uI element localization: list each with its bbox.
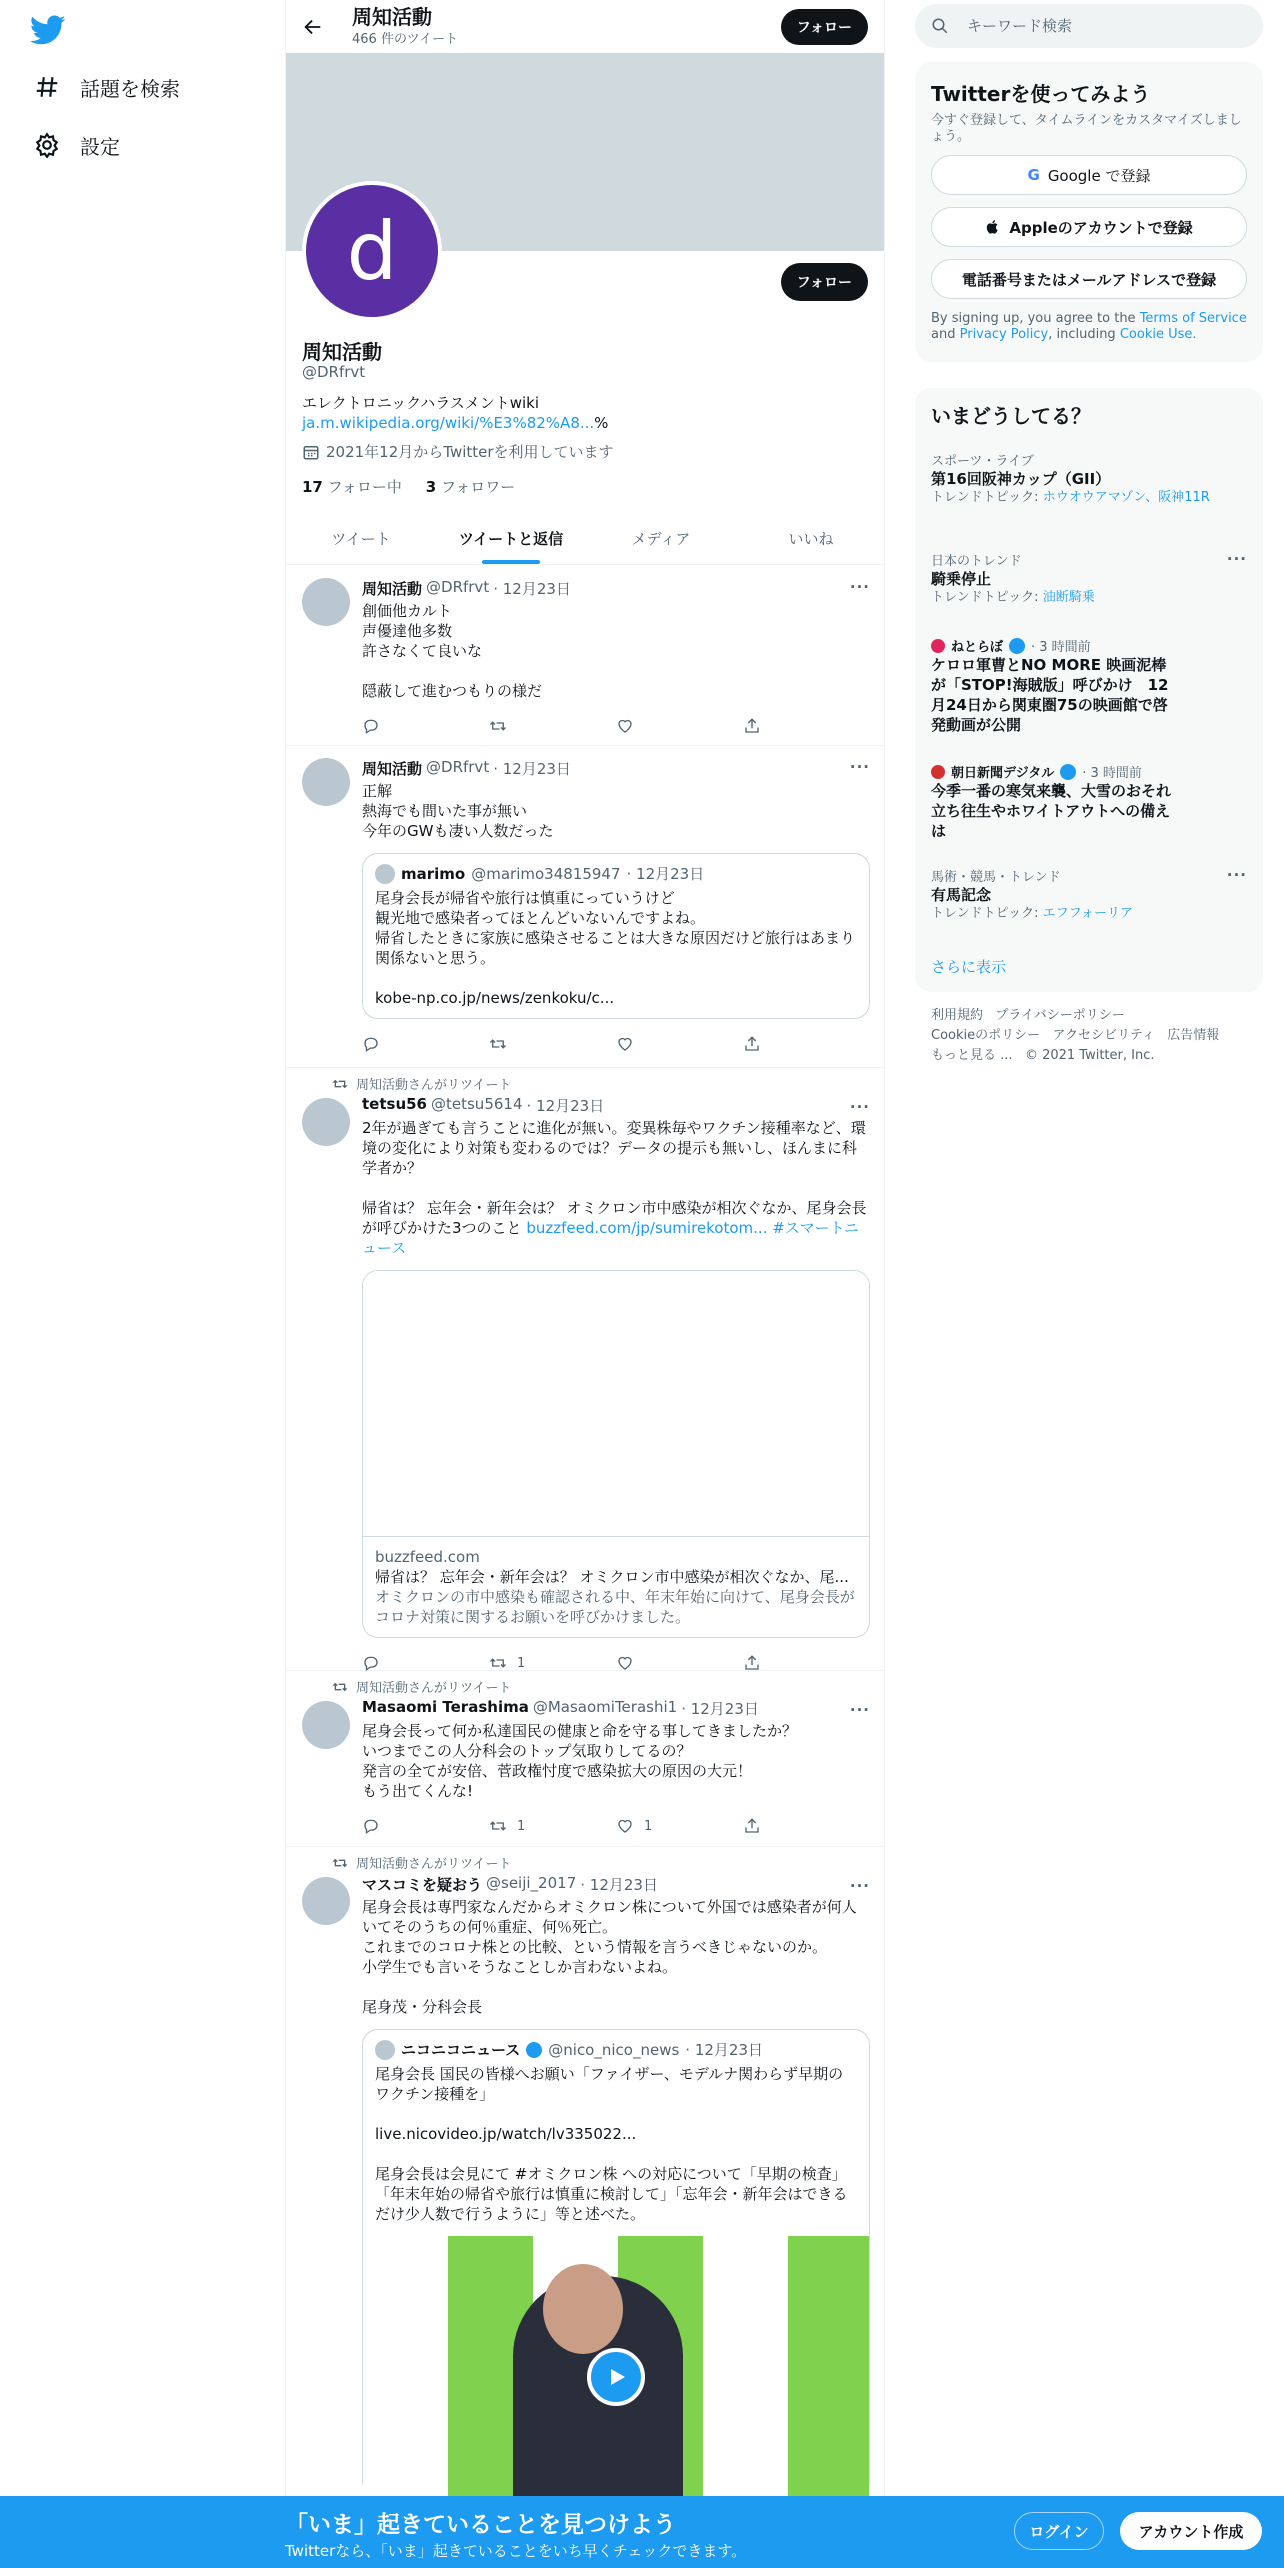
quote-text: 尾身会長が帰省や旅行は慎重にっていうけど 観光地で感染者ってほとんどいないんですよね。 帰省したときに家族に感染させることは大きな原因だけど旅行はあまり関係ないと思う。 kobe-np.co.jp/news/zenkoku/c... bbox=[375, 889, 856, 1007]
trend-topic-link[interactable]: ホウオウアマゾン、阪神11R bbox=[1042, 490, 1210, 505]
trend-category: 馬術・競馬・トレンド bbox=[931, 870, 1061, 885]
tweet-header bbox=[362, 1698, 870, 1719]
news-headline: 今季一番の寒気来襲、大雪のおそれ 立ち往生やホワイトアウトへの備えは bbox=[931, 782, 1187, 840]
tweet-text-body: 2年が過ぎても言うことに進化が無い。変異株毎やワクチン接種率など、環境の変化により対策も変わるのでは？データの提示も無いし、ほんまに科学者か？ 帰省は？ 忘年会・新年会は？ オミクロン市中感染が相次ぐなか、尾身会長が呼びかけた3つのこと bbox=[362, 1119, 867, 1237]
retweet-count: 1 bbox=[517, 1818, 526, 1834]
video-speaker-head bbox=[543, 2264, 623, 2354]
more-icon[interactable]: ··· bbox=[849, 1701, 870, 1719]
quote-date: · 12月23日 bbox=[626, 865, 705, 883]
footer-copyright: © 2021 Twitter, Inc. bbox=[1024, 1048, 1155, 1063]
profile-bio-link-suffix: % bbox=[594, 414, 609, 432]
profile-bio-text: エレクトロニックハラスメントwiki bbox=[302, 394, 540, 412]
header-title: 周知活動 bbox=[352, 5, 432, 29]
trend-item[interactable] bbox=[931, 866, 1247, 922]
share-icon bbox=[743, 717, 761, 735]
terms-link[interactable]: Terms of Service bbox=[1139, 311, 1247, 326]
retweeted-by bbox=[332, 1853, 870, 1872]
login-button[interactable]: ログイン bbox=[1014, 2512, 1104, 2550]
tab-tweets[interactable]: ツイート bbox=[331, 529, 391, 548]
link-card-title: 帰省は？ 忘年会・新年会は？ オミクロン市中感染が相次ぐなか、尾... bbox=[375, 1568, 849, 1586]
profile-handle: @DRfrvt bbox=[302, 363, 366, 381]
show-more-link[interactable]: さらに表示 bbox=[931, 958, 1007, 976]
news-item[interactable] bbox=[931, 636, 1247, 735]
reply-icon bbox=[362, 1654, 380, 1672]
footer-more[interactable]: もっと見る ... bbox=[931, 1048, 1013, 1063]
signup-box bbox=[915, 62, 1263, 362]
retweet-button[interactable] bbox=[489, 1035, 616, 1053]
reply-button[interactable] bbox=[362, 717, 489, 735]
reply-button[interactable] bbox=[362, 1817, 489, 1835]
news-source bbox=[931, 762, 1247, 781]
news-time: · 3 時間前 bbox=[1082, 766, 1142, 781]
tweet-date[interactable]: · 12月23日 bbox=[580, 1876, 658, 1894]
more-icon[interactable]: ··· bbox=[849, 1098, 870, 1116]
news-item[interactable] bbox=[931, 762, 1247, 841]
signup-title: Twitterを使ってみよう bbox=[931, 82, 1151, 106]
news-source bbox=[931, 636, 1247, 655]
news-source-name: 朝日新聞デジタル bbox=[951, 766, 1055, 781]
trend-topic-link[interactable]: エフフォーリア bbox=[1042, 906, 1134, 921]
tweet-avatar[interactable] bbox=[302, 758, 350, 806]
retweeted-by-text[interactable]: 周知活動さんがリツイート bbox=[356, 1857, 512, 1872]
reply-button[interactable] bbox=[362, 1654, 489, 1672]
link-card-domain: buzzfeed.com bbox=[375, 1548, 480, 1566]
google-signup-label: Google で登録 bbox=[1047, 166, 1151, 185]
quote-avatar bbox=[375, 864, 395, 884]
link-card[interactable] bbox=[362, 1270, 870, 1638]
retweet-icon bbox=[489, 717, 507, 735]
tweet[interactable] bbox=[286, 566, 885, 746]
main-column bbox=[285, 0, 885, 2568]
news-headline: ケロロ軍曹とNO MORE 映画泥棒が「STOP!海賊版」呼びかけ 12月24日から関東圏75の映画館で啓発動画が公開 bbox=[931, 656, 1169, 734]
profile-bio-link[interactable]: ja.m.wikipedia.org/wiki/%E3%82%A8... bbox=[302, 414, 595, 432]
tweet-avatar[interactable] bbox=[302, 1098, 350, 1146]
share-icon bbox=[743, 1035, 761, 1053]
retweet-icon bbox=[332, 1855, 348, 1871]
retweeted-by bbox=[332, 1074, 870, 1093]
like-button[interactable] bbox=[616, 1035, 743, 1053]
google-icon: G bbox=[1027, 166, 1040, 184]
more-icon[interactable]: ··· bbox=[849, 578, 870, 596]
profile-avatar[interactable]: d bbox=[302, 181, 442, 321]
footer-links bbox=[931, 1006, 1251, 1066]
quote-tweet[interactable] bbox=[362, 2029, 870, 2497]
like-button[interactable] bbox=[616, 1654, 743, 1672]
tweet-author-handle[interactable]: @seiji_2017 bbox=[486, 1874, 577, 1892]
news-time: · 3 時間前 bbox=[1031, 640, 1091, 655]
tweet[interactable] bbox=[286, 1847, 885, 2567]
quote-author-handle: @nico_nico_news bbox=[548, 2041, 680, 2059]
followers-link[interactable] bbox=[426, 478, 515, 496]
tweet-text-link[interactable]: buzzfeed.com/jp/sumirekotom... #スマートニュース bbox=[362, 1219, 859, 1257]
tab-media[interactable]: メディア bbox=[631, 529, 691, 548]
verified-badge-icon bbox=[1009, 638, 1025, 654]
link-card-meta bbox=[363, 1537, 869, 1637]
nav-explore[interactable] bbox=[34, 69, 180, 105]
footer-privacy[interactable]: プライバシーポリシー bbox=[995, 1008, 1125, 1023]
trend-topics-label: トレンドトピック: bbox=[931, 906, 1039, 921]
retweet-count: 1 bbox=[517, 1655, 526, 1671]
trend-name: 有馬記念 bbox=[931, 886, 992, 904]
play-icon[interactable] bbox=[587, 2348, 645, 2406]
quote-tweet[interactable] bbox=[362, 853, 870, 1019]
following-count: 17 bbox=[302, 478, 323, 496]
signup-button[interactable]: アカウント作成 bbox=[1120, 2512, 1262, 2550]
bottom-bar-subtitle: Twitterなら、「いま」起きていることをいち早くチェックできます。 bbox=[285, 2542, 747, 2560]
reply-button[interactable] bbox=[362, 1035, 489, 1053]
retweet-button[interactable] bbox=[489, 717, 616, 735]
retweet-icon bbox=[489, 1035, 507, 1053]
quote-author-handle: @marimo34815947 bbox=[471, 865, 621, 883]
apple-signup-button[interactable] bbox=[931, 207, 1247, 247]
followers-count: 3 bbox=[425, 478, 437, 496]
apple-icon bbox=[985, 218, 1001, 236]
trend-category: スポーツ・ライブ bbox=[931, 454, 1034, 469]
tweet-author-handle[interactable]: @DRfrvt bbox=[426, 758, 490, 776]
tweet-avatar[interactable] bbox=[302, 578, 350, 626]
heart-icon bbox=[616, 1817, 634, 1835]
trend-name: 騎乗停止 bbox=[931, 570, 992, 588]
trend-item[interactable] bbox=[931, 450, 1247, 506]
retweet-button[interactable] bbox=[489, 1654, 616, 1672]
tweet-text: 正解 熱海でも間いた事が無い 今年のGWも凄い人数だった bbox=[362, 782, 554, 840]
tab-tweets-and-replies[interactable]: ツイートと返信 bbox=[436, 512, 586, 564]
quote-author-name: marimo bbox=[401, 865, 466, 883]
tweet-actions bbox=[362, 1025, 870, 1063]
footer-terms[interactable]: 利用規約 bbox=[931, 1008, 984, 1023]
search-box[interactable] bbox=[915, 4, 1263, 48]
gear-icon bbox=[34, 132, 60, 158]
like-count: 1 bbox=[644, 1818, 653, 1834]
profile-follow-button[interactable]: フォロー bbox=[781, 263, 868, 301]
profile-name: 周知活動 bbox=[302, 340, 382, 364]
tweet-author-handle[interactable]: @tetsu5614 bbox=[431, 1095, 523, 1113]
legal-including: , including bbox=[1048, 327, 1116, 342]
reply-icon bbox=[362, 717, 380, 735]
calendar-icon bbox=[302, 443, 320, 461]
tweet-feed bbox=[286, 566, 885, 2567]
like-button[interactable] bbox=[616, 1817, 743, 1835]
tweet-text: 創価他カルト 声優達他多数 許さなくて良いな 隠蔽して進むつもりの様だ bbox=[362, 602, 543, 700]
hashtag-icon bbox=[34, 74, 60, 100]
followers-label: フォロワー bbox=[440, 478, 516, 496]
more-icon[interactable]: ··· bbox=[849, 1877, 870, 1895]
nav-settings[interactable] bbox=[34, 127, 120, 163]
trend-topic-link[interactable]: 油断騎乗 bbox=[1042, 590, 1095, 605]
quote-video[interactable] bbox=[363, 2236, 869, 2496]
tweet-header bbox=[362, 1095, 870, 1116]
tweet-avatar[interactable] bbox=[302, 1877, 350, 1925]
tweet-text: 尾身会長って何か私達国民の健康と命を守る事してきましたか？ いつまでこの人分科会のトップ気取りしてるの？ 発言の全てが安倍、菅政権忖度で感染拡大の原因の大元！ もう出てくんな! bbox=[362, 1722, 798, 1800]
share-button[interactable] bbox=[743, 1035, 870, 1053]
share-button[interactable] bbox=[743, 717, 870, 735]
quote-author-name: ニコニコニュース bbox=[401, 2041, 521, 2059]
tweet-author-name[interactable]: Masaomi Terashima bbox=[362, 1698, 529, 1716]
tweet-date[interactable]: · 12月23日 bbox=[493, 760, 571, 778]
news-source-avatar bbox=[931, 765, 945, 779]
verified-badge-icon bbox=[1060, 764, 1076, 780]
tweet-date[interactable]: · 12月23日 bbox=[681, 1700, 759, 1718]
tweet[interactable] bbox=[286, 746, 885, 1068]
profile-joined bbox=[302, 441, 614, 462]
apple-signup-label: Appleのアカウントで登録 bbox=[1009, 218, 1193, 237]
google-signup-button[interactable] bbox=[931, 155, 1247, 195]
following-label: フォロー中 bbox=[327, 478, 402, 496]
search-input[interactable] bbox=[967, 17, 1227, 35]
more-icon[interactable]: ··· bbox=[1226, 866, 1247, 884]
twitter-bird-icon[interactable] bbox=[30, 12, 66, 48]
retweet-icon bbox=[489, 1817, 507, 1835]
trend-category: 日本のトレンド bbox=[931, 554, 1022, 569]
tweet-text: 尾身会長は専門家なんだからオミクロン株について外国では感染者が何人いてそのうちの何％重症、何％死亡。 これまでのコロナ株との比較、という情報を言うべきじゃないのか。 小学生でも言いそうなことしか言わないよね。 尾身茂・分科会長 bbox=[362, 1898, 857, 2016]
reply-icon bbox=[362, 1817, 380, 1835]
signup-subtitle: 今すぐ登録して、タイムラインをカスタマイズしましょう。 bbox=[931, 113, 1242, 144]
share-icon bbox=[743, 1654, 761, 1672]
nav-settings-label: 設定 bbox=[80, 134, 120, 159]
news-source-name: ねとらぼ bbox=[951, 640, 1004, 655]
tweet-date[interactable]: · 12月23日 bbox=[526, 1097, 605, 1115]
tweet-avatar[interactable] bbox=[302, 1701, 350, 1749]
bottom-signup-bar bbox=[0, 2496, 1284, 2568]
header-tweet-count: 466 件のツイート bbox=[352, 32, 459, 47]
retweeted-by-text[interactable]: 周知活動さんがリツイート bbox=[356, 1078, 512, 1093]
share-icon bbox=[743, 1817, 761, 1835]
quote-header bbox=[375, 2040, 857, 2060]
legal-and: and bbox=[931, 327, 956, 342]
tweet[interactable] bbox=[286, 1068, 885, 1671]
footer-accessibility[interactable]: アクセシビリティ bbox=[1052, 1028, 1155, 1043]
trend-topics-label: トレンドトピック: bbox=[931, 490, 1039, 505]
retweet-icon bbox=[489, 1654, 507, 1672]
footer-ads[interactable]: 広告情報 bbox=[1167, 1028, 1220, 1043]
footer-cookie[interactable]: Cookieのポリシー bbox=[931, 1028, 1041, 1043]
retweet-icon bbox=[332, 1076, 348, 1092]
following-link[interactable] bbox=[302, 478, 402, 496]
news-source-avatar bbox=[931, 639, 945, 653]
signup-legal bbox=[915, 311, 1263, 343]
more-icon[interactable]: ··· bbox=[1226, 550, 1247, 568]
heart-icon bbox=[616, 1654, 634, 1672]
verified-badge-icon bbox=[526, 2042, 542, 2058]
tab-likes[interactable]: いいね bbox=[788, 529, 834, 548]
tweet-header bbox=[362, 758, 870, 779]
trend-topics bbox=[931, 905, 1247, 922]
heart-icon bbox=[616, 717, 634, 735]
profile-tabs bbox=[286, 512, 885, 565]
search-icon bbox=[931, 17, 949, 35]
back-arrow-icon[interactable] bbox=[302, 16, 324, 38]
tweet-header bbox=[362, 1874, 870, 1895]
privacy-link[interactable]: Privacy Policy bbox=[959, 327, 1049, 342]
cookie-link[interactable]: Cookie Use. bbox=[1119, 327, 1197, 342]
bottom-bar-title: 「いま」起きていることを見つけよう bbox=[285, 2512, 676, 2538]
trends-title: いまどうしてる？ bbox=[931, 404, 1091, 428]
retweet-button[interactable] bbox=[489, 1817, 616, 1835]
quote-text: 尾身会長 国民の皆様へお願い「ファイザー、モデルナ関わらず早期のワクチン接種を」 live.nicovideo.jp/watch/lv335022... 尾身会長は会見にて #オミクロン株 への対応について「早期の検査」「年末年始の帰省や旅行は慎重に検討して」「忘年会・新年会はできるだけ少人数で行うように」等と述べた。 bbox=[375, 2065, 848, 2223]
heart-icon bbox=[616, 1035, 634, 1053]
retweeted-by-text[interactable]: 周知活動さんがリツイート bbox=[356, 1681, 512, 1696]
header-follow-button[interactable]: フォロー bbox=[781, 9, 868, 45]
trends-box bbox=[915, 388, 1263, 992]
share-button[interactable] bbox=[743, 1817, 870, 1835]
link-card-description: オミクロンの市中感染も確認される中、年末年始に向けて、尾身会長がコロナ対策に関するお願いを呼びかけました。 bbox=[375, 1588, 855, 1626]
tweet-actions bbox=[362, 1807, 870, 1845]
tweet-author-handle[interactable]: @DRfrvt bbox=[426, 578, 490, 596]
quote-header bbox=[375, 864, 857, 884]
profile-joined-text: 2021年12月からTwitterを利用しています bbox=[326, 443, 614, 461]
trend-topics bbox=[931, 589, 1247, 606]
tweet-author-handle[interactable]: @MasaomiTerashi1 bbox=[532, 1698, 678, 1716]
tweet[interactable] bbox=[286, 1671, 885, 1847]
nav-explore-label: 話題を検索 bbox=[80, 76, 180, 101]
link-card-image bbox=[363, 1271, 869, 1537]
trend-topics-label: トレンドトピック: bbox=[931, 590, 1039, 605]
quote-date: · 12月23日 bbox=[685, 2041, 763, 2059]
share-button[interactable] bbox=[743, 1654, 870, 1672]
profile-bio bbox=[302, 393, 608, 433]
tweet-author-name[interactable]: マスコミを疑おう bbox=[362, 1876, 483, 1894]
more-icon[interactable]: ··· bbox=[849, 758, 870, 776]
tweet-author-name[interactable]: tetsu56 bbox=[362, 1095, 427, 1113]
like-button[interactable] bbox=[616, 717, 743, 735]
phone-email-signup-button[interactable]: 電話番号またはメールアドレスで登録 bbox=[931, 259, 1247, 299]
quote-avatar bbox=[375, 2040, 395, 2060]
trend-item[interactable] bbox=[931, 550, 1247, 606]
reply-icon bbox=[362, 1035, 380, 1053]
tweet-author-name[interactable]: 周知活動 bbox=[362, 580, 423, 598]
tweet-header bbox=[362, 578, 870, 599]
legal-pre: By signing up, you agree to the bbox=[931, 311, 1136, 326]
trend-name: 第16回阪神カップ（GII） bbox=[931, 470, 1111, 488]
tweet-text bbox=[362, 1118, 870, 1258]
retweeted-by bbox=[332, 1677, 870, 1696]
trend-topics bbox=[931, 489, 1247, 506]
profile-header-bar bbox=[286, 0, 884, 53]
tweet-date[interactable]: · 12月23日 bbox=[493, 580, 571, 598]
retweet-icon bbox=[332, 1679, 348, 1695]
tweet-author-name[interactable]: 周知活動 bbox=[362, 760, 423, 778]
tweet-actions bbox=[362, 707, 870, 745]
profile-follow-stats bbox=[302, 476, 515, 497]
